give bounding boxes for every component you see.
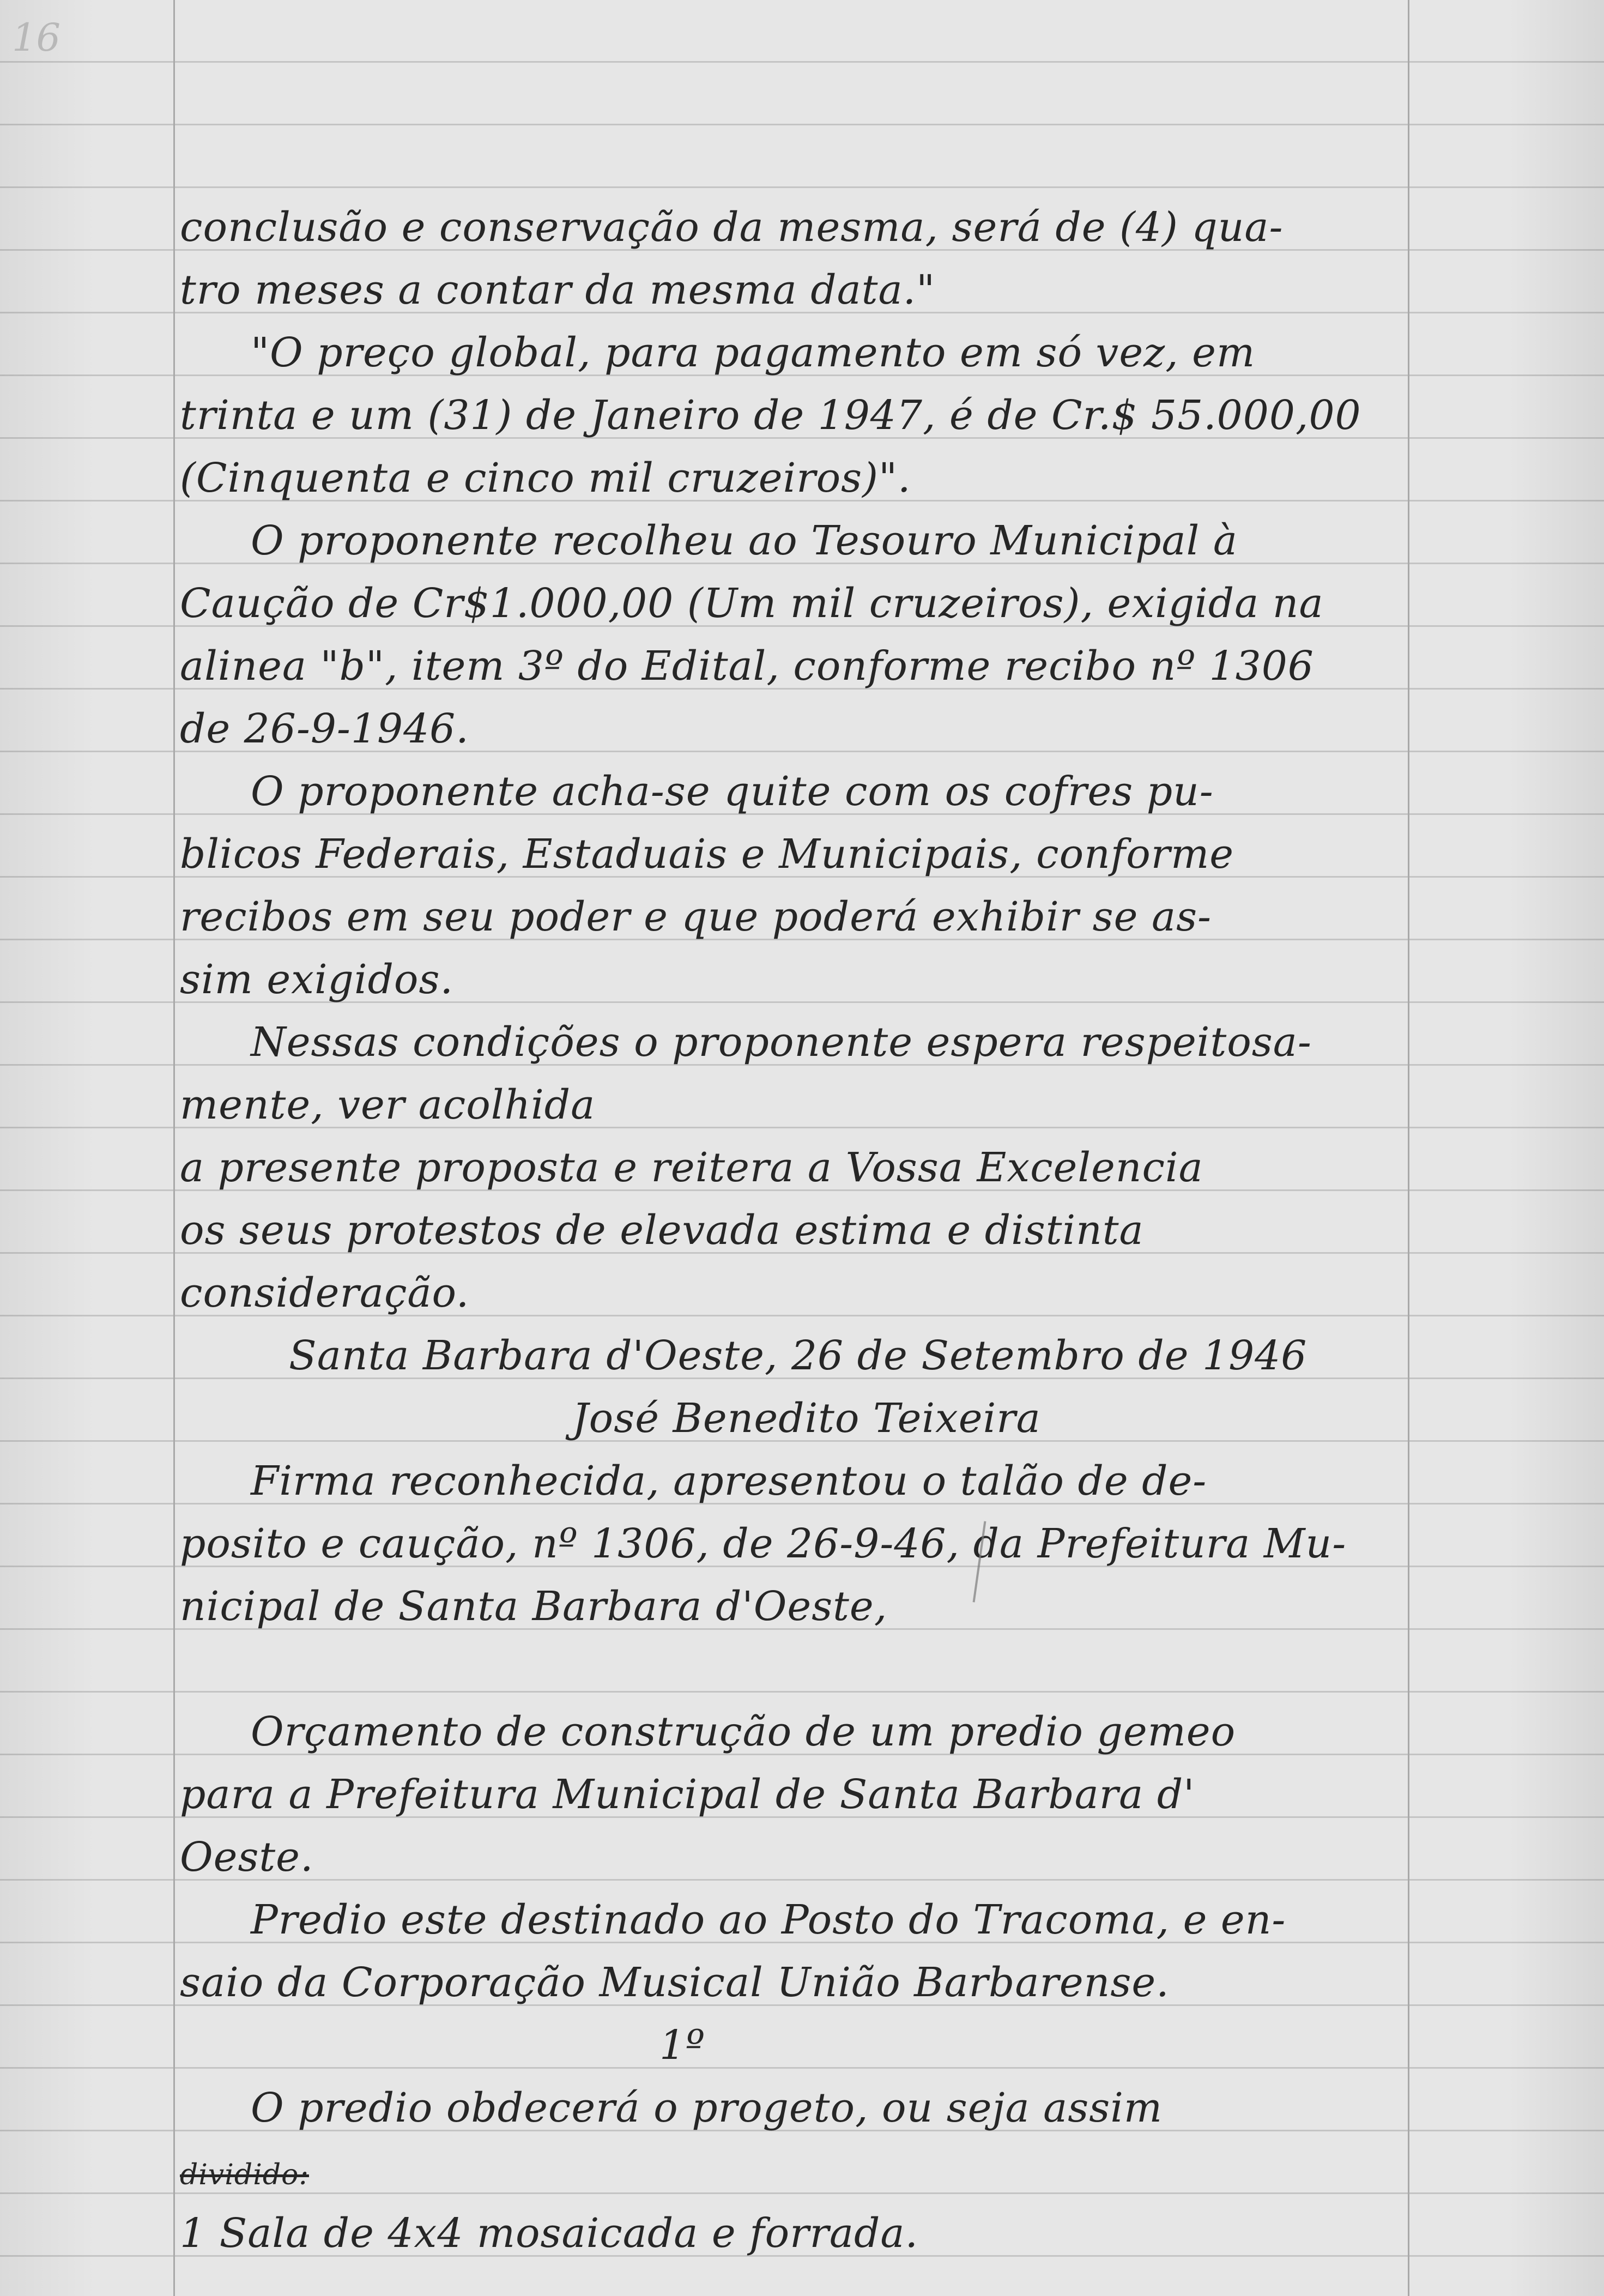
text-line: O proponente acha-se quite com os cofres pu-: [251, 768, 1214, 815]
date-line: Santa Barbara d'Oeste, 26 de Setembro de 1946: [289, 1332, 1308, 1379]
text-line: posito e caução, nº 1306, de 26-9-46, da Prefeitura Mu-: [180, 1520, 1347, 1567]
text-line: (Cinquenta e cinco mil cruzeiros)".: [180, 455, 911, 502]
text-line: trinta e um (31) de Janeiro de 1947, é de Cr.$ 55.000,00: [180, 392, 1361, 439]
section-heading-line: Oeste.: [180, 1834, 314, 1881]
struck-word: dividido:: [180, 2159, 309, 2191]
text-line: alinea "b", item 3º do Edital, conforme recibo nº 1306: [180, 643, 1314, 690]
text-line: Predio este destinado ao Posto do Tracoma, e en-: [251, 1896, 1286, 1943]
text-line: de 26-9-1946.: [180, 705, 469, 752]
text-line: 1 Sala de 4x4 mosaicada e forrada.: [180, 2210, 919, 2257]
struck-text-line: [180, 2140, 1406, 2202]
item-number: 1º: [659, 2022, 705, 2069]
text-line: conclusão e conservação da mesma, será de (4) qua-: [180, 204, 1284, 251]
text-line: mente, ver acolhida: [180, 1081, 596, 1128]
text-line: "O preço global, para pagamento em só vez, em: [251, 329, 1256, 376]
text-line: sim exigidos.: [180, 956, 453, 1003]
right-margin-rule: [1408, 0, 1409, 2296]
text-line: Caução de Cr$1.000,00 (Um mil cruzeiros), exigida na: [180, 580, 1324, 627]
left-margin-rule: [173, 0, 175, 2296]
section-heading-line: para a Prefeitura Municipal de Santa Barbara d': [180, 1771, 1195, 1818]
text-line: O predio obdecerá o progeto, ou seja assim: [251, 2084, 1163, 2131]
text-line: tro meses a contar da mesma data.": [180, 267, 936, 313]
handwritten-text: [180, 196, 1406, 2265]
text-line: saio da Corporação Musical União Barbarense.: [180, 1959, 1170, 2006]
signature-line: José Benedito Teixeira: [572, 1395, 1041, 1442]
section-heading-line: Orçamento de construção de um predio gemeo: [251, 1708, 1236, 1755]
text-line: recibos em seu poder e que poderá exhibir se as-: [180, 893, 1212, 940]
blank-line: [180, 1638, 1406, 1701]
text-line: O proponente recolheu ao Tesouro Municipal à: [251, 517, 1238, 564]
text-line: Nessas condições o proponente espera respeitosa-: [251, 1019, 1312, 1066]
page-number-mark: 16: [12, 15, 61, 60]
text-line: Firma reconhecida, apresentou o talão de de-: [251, 1458, 1207, 1505]
text-line: nicipal de Santa Barbara d'Oeste,: [180, 1583, 888, 1630]
text-line: a presente proposta e reitera a Vossa Excelencia: [180, 1144, 1203, 1191]
text-line: os seus protestos de elevada estima e distinta: [180, 1207, 1144, 1254]
text-line: consideração.: [180, 1270, 470, 1316]
text-line: blicos Federais, Estaduais e Municipais, conforme: [180, 831, 1234, 878]
